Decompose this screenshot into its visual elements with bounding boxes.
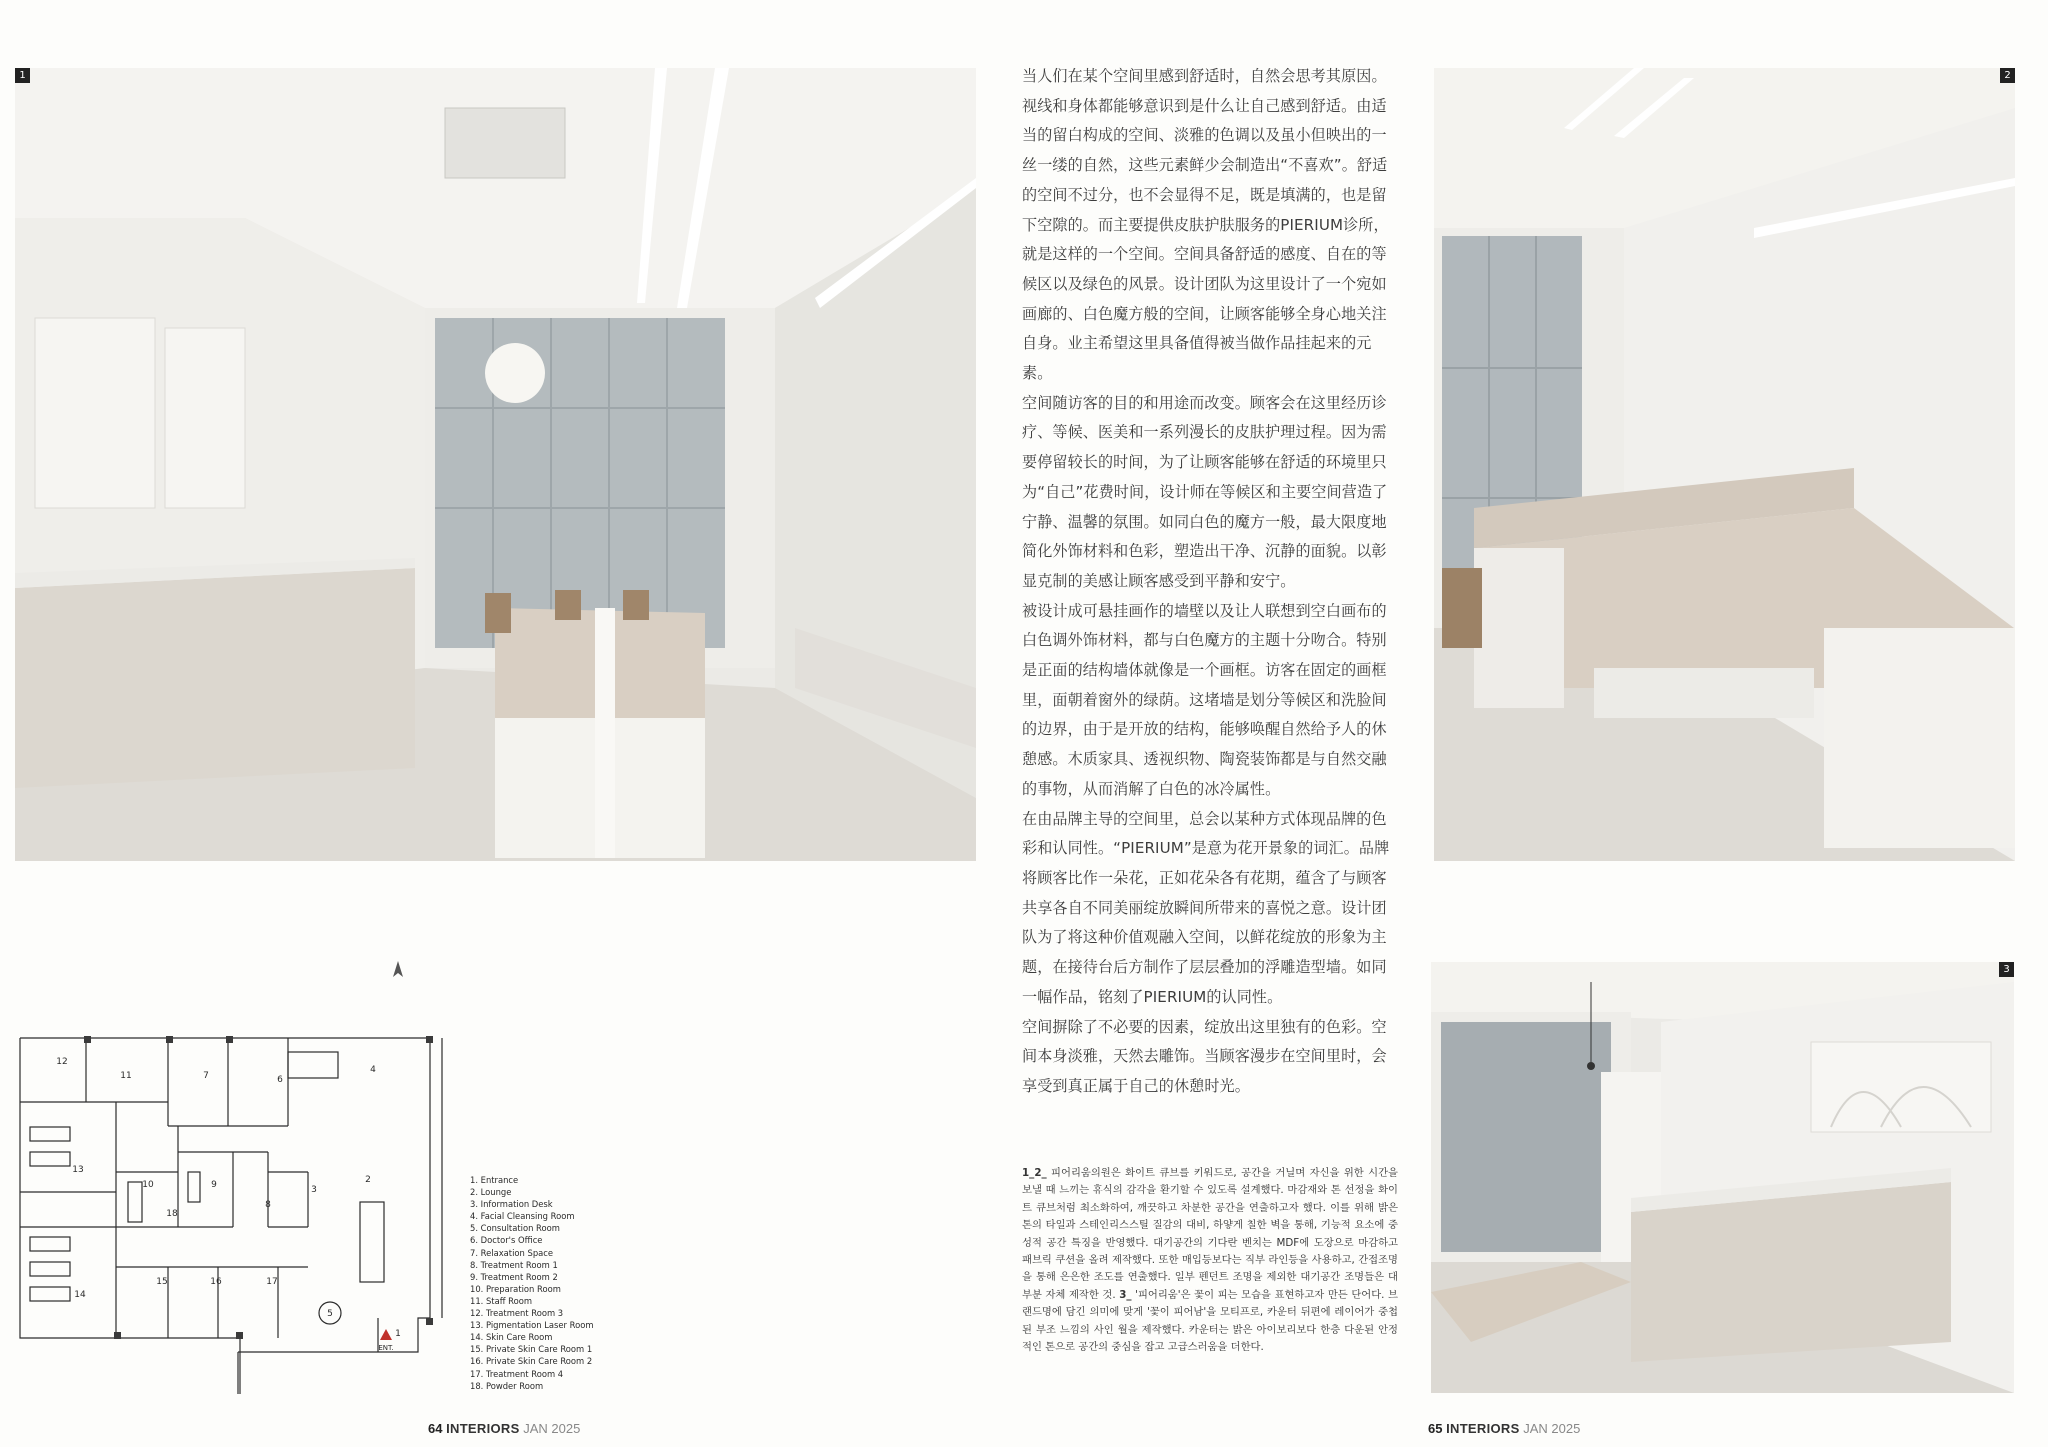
legend-item: 4. Facial Cleansing Room [470,1211,575,1222]
room-number: 16 [210,1277,222,1287]
magazine-name: INTERIORS [1446,1421,1520,1436]
room-number: 14 [74,1290,86,1300]
room-number: 9 [211,1180,217,1190]
room-number: 7 [203,1071,209,1081]
room-number: 4 [370,1065,376,1075]
legend-item: 8. Treatment Room 1 [470,1259,558,1270]
page-folio-right [1428,1421,1580,1436]
legend-item: 3. Information Desk [470,1199,553,1210]
article-paragraph: 在由品牌主导的空间里，总会以某种方式体现品牌的色彩和认同性。“PIERIUM”是意为花开景象的词汇。品牌将顾客比作一朵花，正如花朵各有花期，蕴含了与顾客共享各自不同美丽绽放瞬间所带来的喜悦之意。设计团队为了将这种价值观融入空间，以鲜花绽放的形象为主题，在接待台后方制作了层层叠加的浮雕造型墙。如同一幅作品，铭刻了PIERIUM的认同性。 [1022,809,1390,1006]
article-paragraph: 当人们在某个空间里感到舒适时，自然会思考其原因。视线和身体都能够意识到是什么让自己感到舒适。由适当的留白构成的空间、淡雅的色调以及虽小但映出的一丝一缕的自然，这些元素鲜少会制造出“不喜欢”。舒适的空间不过分，也不会显得不足，既是填满的，也是留下空隙的。而主要提供皮肤护肤服务的PIERIUM诊所，就是这样的一个空间。空间具备舒适的感度、自在的等候区以及绿色的风景。设计团队为这里设计了一个宛如画廊的、白色魔方般的空间，让顾客能够全身心地关注自身。业主希望这里具备值得被当做作品挂起来的元素。 [1022,67,1389,383]
caption-lead-2: 3_ [1119,1288,1132,1301]
issue-date: JAN 2025 [1523,1421,1581,1436]
room-number: 5 [327,1309,333,1319]
caption-lead: 1_2_ [1022,1167,1047,1179]
page-folio-left [428,1421,580,1436]
entrance-label: ENT. [378,1344,394,1352]
photo-lounge-wide [15,68,976,861]
room-number: 15 [156,1277,168,1287]
legend-item: 2. Lounge [470,1187,512,1198]
room-number: 8 [265,1200,271,1210]
caption-text: 피어리움의원은 화이트 큐브를 키워드로, 공간을 거닐며 자신을 위한 시간을 보낼 때 느끼는 휴식의 감각을 환기할 수 있도록 설계했다. 마감재와 톤 선정을 화이트 큐브처럼 최소화하여, 깨끗하고 차분한 공간을 연출하고자 했다. 이를 위해 밝은 톤의 타일과 스테인리스스틸 질감의 대비, 하얗게 칠한 벽을 통해, 기능적 요소에 중성적 공간 특징을 반영했다. 대기공간의 기다란 벤치는 MDF에 도장으로 마감하고 패브릭 쿠션을 올려 제작했다. 또한 매입등보다는 직부 라인등을 사용하고, 간접조명을 통해 은은한 조도를 연출했다. 일부 펜던트 조명을 제외한 대기공간 조명들은 대부분 자체 제작한 것. [1022,1167,1398,1301]
floor-plan [18,1022,456,1398]
figure-number-3: 3 [1999,962,2014,977]
north-arrow-icon [392,961,404,977]
room-number: 6 [277,1075,283,1085]
legend-item: 16. Private Skin Care Room 2 [470,1356,593,1367]
article-paragraph: 空间摒除了不必要的因素，绽放出这里独有的色彩。空间本身淡雅，天然去雕饰。当顾客漫步在空间里时，会享受到真正属于自己的休憩时光。 [1022,1017,1387,1095]
legend-item: 14. Skin Care Room [470,1332,553,1343]
legend-item: 5. Consultation Room [470,1223,560,1234]
legend-item: 12. Treatment Room 3 [470,1308,564,1319]
legend-item: 10. Preparation Room [470,1283,561,1294]
room-number: 17 [266,1277,278,1287]
legend-item: 1. Entrance [470,1175,519,1185]
room-number: 2 [365,1175,371,1185]
photo-lounge-bench [1434,68,2015,861]
room-number: 3 [311,1185,317,1195]
magazine-name: INTERIORS [446,1421,520,1436]
article-body [1022,62,1398,1102]
page-number: 64 [428,1421,443,1436]
legend-item: 18. Powder Room [470,1380,544,1391]
legend-item: 6. Doctor's Office [470,1235,543,1246]
room-number: 11 [120,1071,132,1081]
room-number: 12 [56,1057,68,1067]
photo-lounge-bench-image [1434,68,2015,861]
legend-item: 15. Private Skin Care Room 1 [470,1344,593,1355]
page-number: 65 [1428,1421,1443,1436]
legend-item: 9. Treatment Room 2 [470,1271,558,1282]
article-paragraph: 被设计成可悬挂画作的墙壁以及让人联想到空白画布的白色调外饰材料，都与白色魔方的主题十分吻合。特别是正面的结构墙体就像是一个画框。访客在固定的画框里，面朝着窗外的绿荫。这堵墙是划分等候区和洗脸间的边界，由于是开放的结构，能够唤醒自然给予人的休憩感。木质家具、透视织物、陶瓷装饰都是与自然交融的事物，从而消解了白色的冰冷属性。 [1022,601,1387,798]
photo-reception [1431,962,2014,1393]
room-number: 10 [142,1180,154,1190]
floor-plan-legend [470,1174,630,1392]
photo-reception-image [1431,962,2014,1393]
legend-item: 17. Treatment Room 4 [470,1368,564,1379]
article-paragraph: 空间随访客的目的和用途而改变。顾客会在这里经历诊疗、等候、医美和一系列漫长的皮肤护理过程。因为需要停留较长的时间，为了让顾客能够在舒适的环境里只为“自己”花费时间，设计师在等候区和主要空间营造了宁静、温馨的氛围。如同白色的魔方一般，最大限度地简化外饰材料和色彩，塑造出干净、沉静的面貌。以彰显克制的美感让顾客感受到平静和安宁。 [1022,393,1388,590]
room-number: 1 [395,1329,401,1339]
figure-number-1: 1 [15,68,30,83]
photo-lounge-wide-image [15,68,976,861]
caption-text-2: '피어리움'은 꽃이 피는 모습을 표현하고자 만든 단어다. 브랜드명에 담긴 의미에 맞게 '꽃이 피어남'을 모티프로, 카운터 뒤편에 레이어가 중첩된 부조 느낌의 사인 월을 제작했다. 카운터는 밝은 아이보리보다 한층 다운된 안정적인 톤으로 공간의 중심을 잡고 고급스러움을 더한다. [1022,1288,1398,1354]
room-number: 13 [72,1165,84,1175]
figure-number-2: 2 [2000,68,2015,83]
legend-item: 11. Staff Room [470,1295,532,1306]
issue-date: JAN 2025 [523,1421,581,1436]
legend-item: 13. Pigmentation Laser Room [470,1320,594,1331]
photo-caption [1022,1165,1398,1356]
legend-item: 7. Relaxation Space [470,1247,554,1258]
room-number: 18 [166,1209,178,1219]
